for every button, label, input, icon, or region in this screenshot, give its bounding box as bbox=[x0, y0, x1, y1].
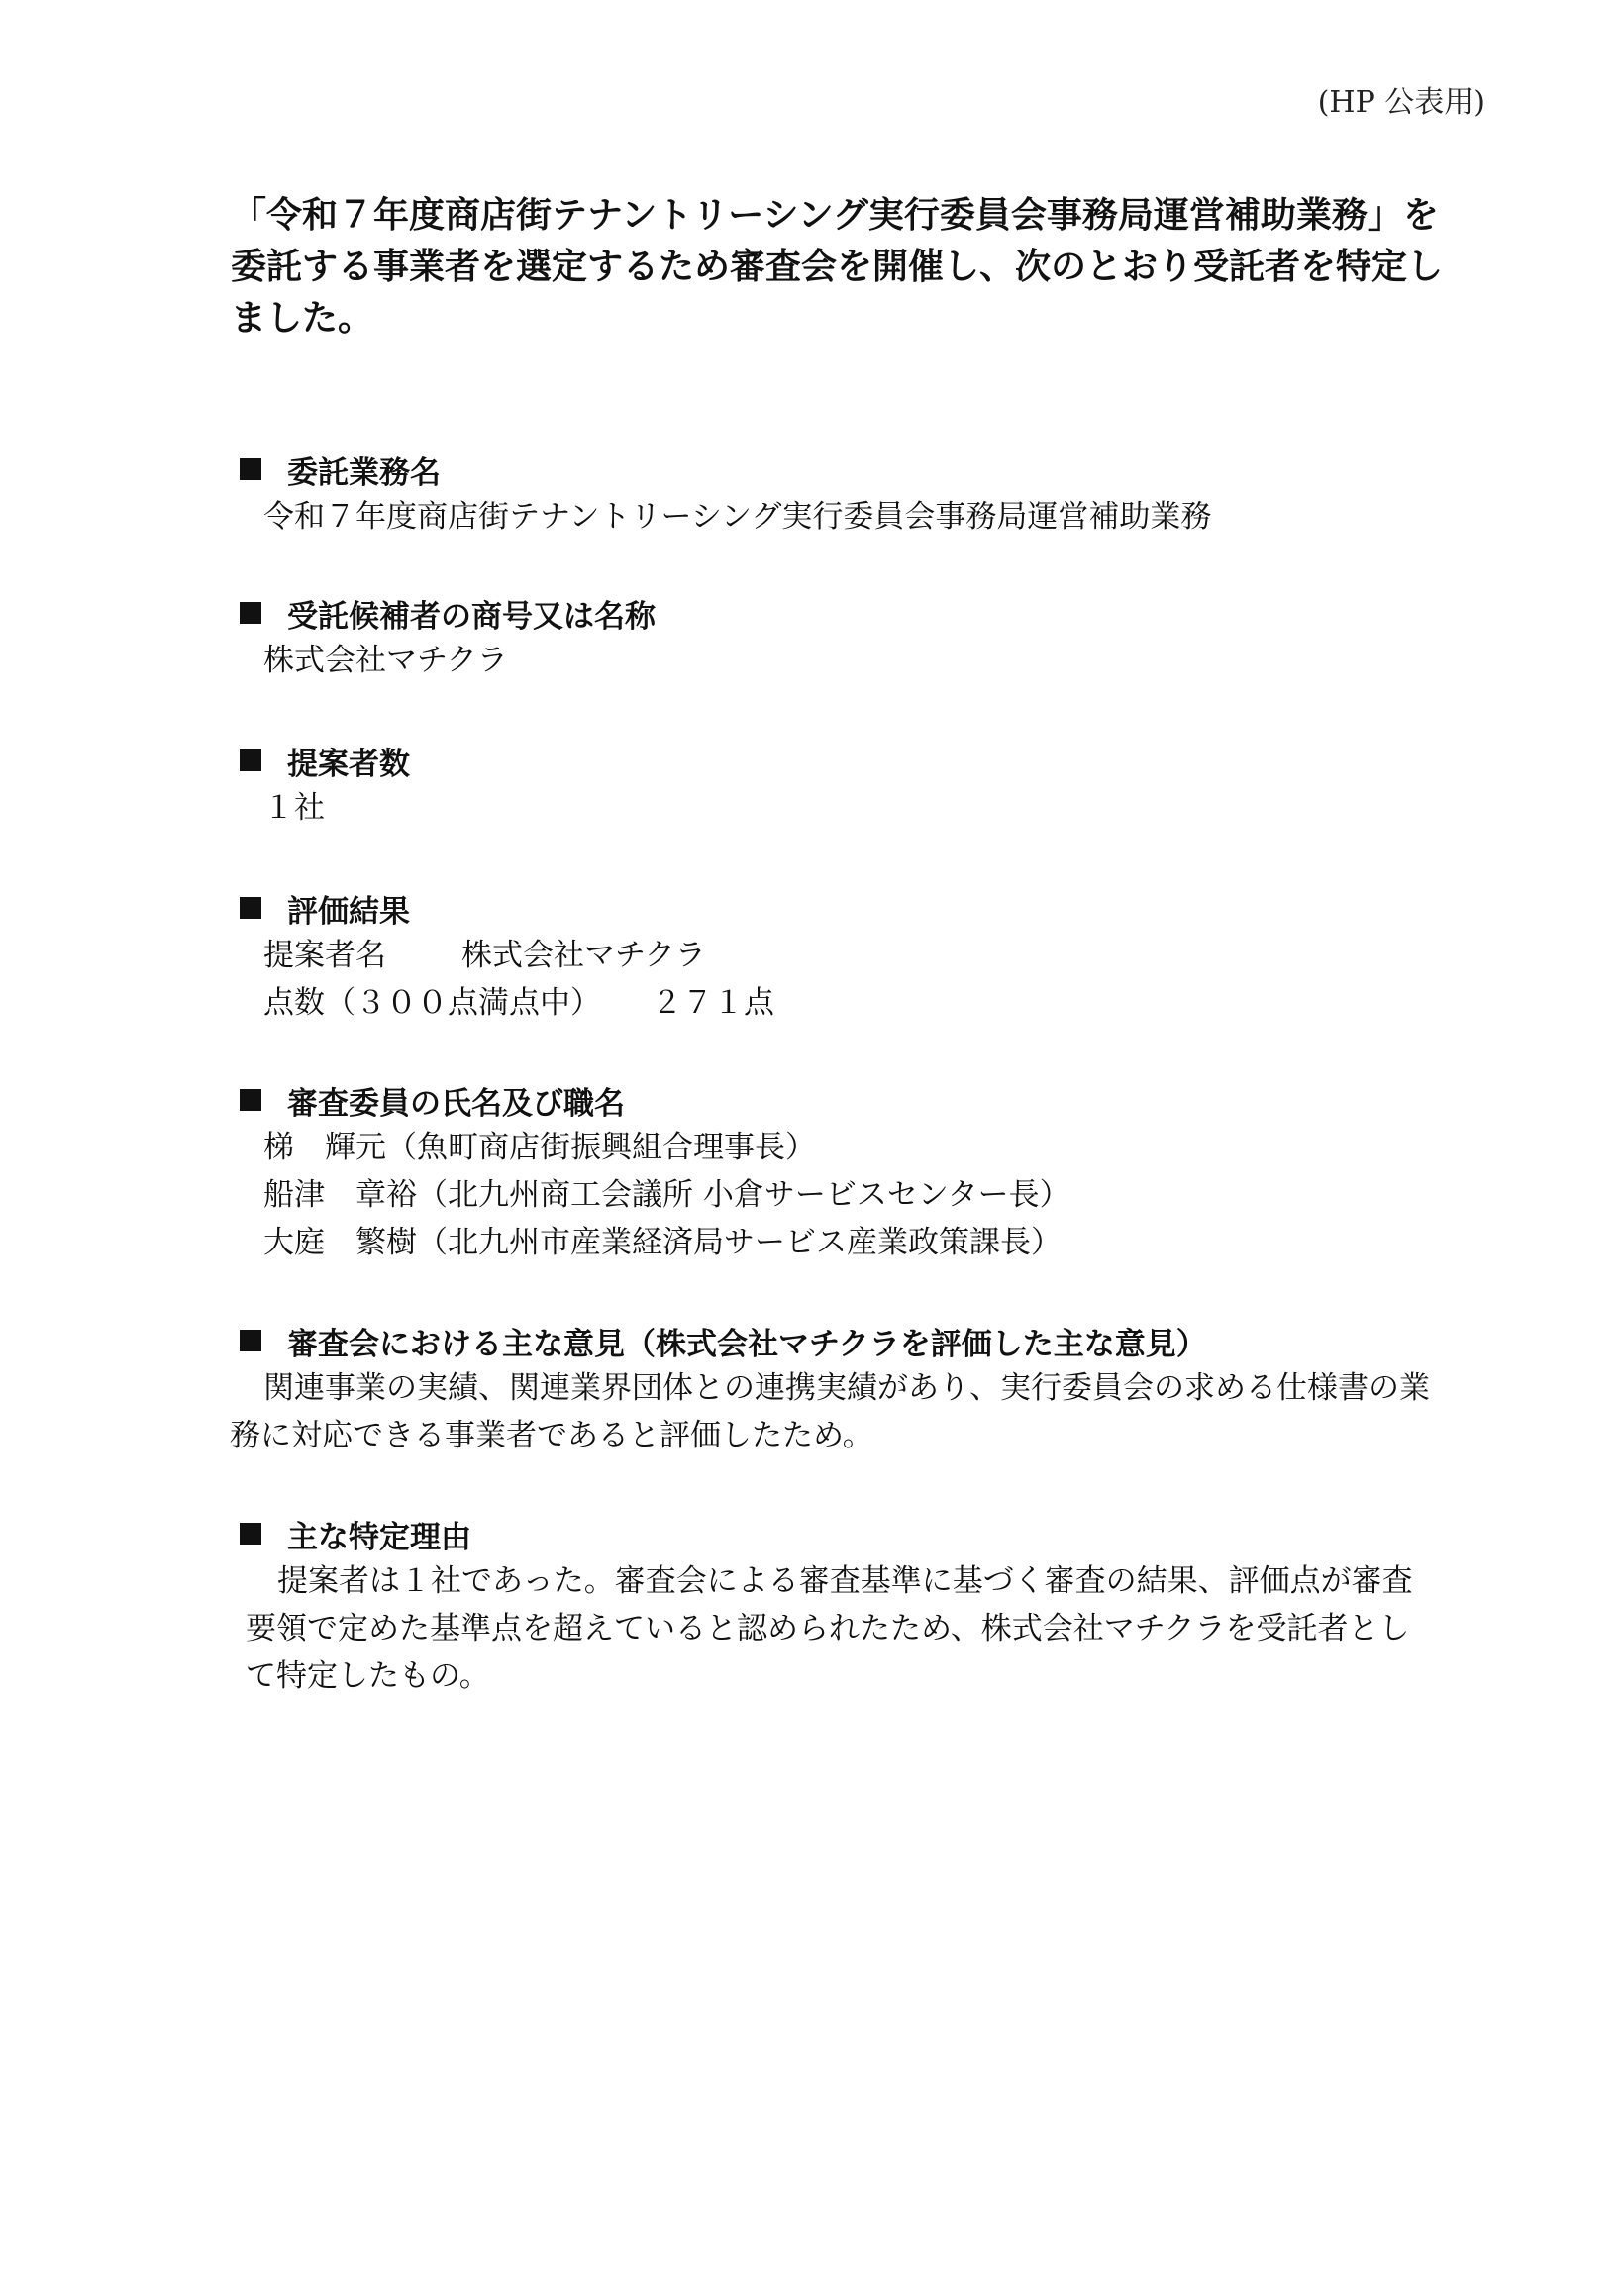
opinion-line: 関連事業の実績、関連業界団体との連携実績があり、実行委員会の求める仕様書の業 bbox=[263, 1370, 1430, 1406]
section-title: 審査委員の氏名及び職名 bbox=[287, 1085, 625, 1122]
section-reason bbox=[238, 1510, 1505, 1700]
reason-line: て特定したもの。 bbox=[246, 1658, 490, 1694]
committee-member bbox=[238, 1219, 1505, 1266]
black-square-icon bbox=[240, 1330, 261, 1351]
member-role: （北九州市産業経済局サービス産業政策課長） bbox=[417, 1225, 1062, 1260]
member-name: 大庭 繁樹 bbox=[263, 1225, 417, 1260]
lead-line: 委託する事業者を選定するため審査会を開催し、次のとおり受託者を特定し bbox=[231, 247, 1444, 287]
score-value: ２７１点 bbox=[652, 985, 774, 1021]
hp-publication-label: (HP 公表用) bbox=[1317, 85, 1485, 120]
black-square-icon bbox=[240, 1523, 261, 1545]
section-candidate bbox=[238, 589, 1505, 684]
committee-member bbox=[238, 1124, 1505, 1171]
black-square-icon bbox=[240, 1089, 261, 1111]
section-title: 主な特定理由 bbox=[287, 1519, 471, 1555]
black-square-icon bbox=[240, 897, 261, 919]
section-proposer-count bbox=[238, 737, 1505, 832]
evaluation-score-row bbox=[238, 979, 1505, 1027]
section-title: 提案者数 bbox=[287, 746, 410, 782]
reason-line: 要領で定めた基準点を超えていると認められたため、株式会社マチクラを受託者とし bbox=[246, 1611, 1410, 1647]
member-name: 梯 輝元 bbox=[263, 1130, 386, 1165]
section-committee bbox=[238, 1076, 1505, 1266]
proposer-label: 提案者名 bbox=[263, 938, 386, 973]
opinion-line: 務に対応できる事業者であると評価したため。 bbox=[230, 1418, 873, 1453]
section-title: 評価結果 bbox=[287, 893, 410, 930]
member-role: （北九州商工会議所 小倉サービスセンター長） bbox=[417, 1177, 1070, 1213]
member-role: （魚町商店街振興組合理事長） bbox=[386, 1130, 816, 1165]
reason-line: 提案者は１社であった。審査会による審査基準に基づく審査の結果、評価点が審査 bbox=[277, 1563, 1413, 1599]
section-opinion bbox=[230, 1317, 1505, 1459]
section-title: 受託候補者の商号又は名称 bbox=[287, 598, 656, 635]
black-square-icon bbox=[240, 749, 261, 771]
section-business-name bbox=[238, 446, 1505, 541]
lead-line: 「令和７年度商店街テナントリーシング実行委員会事務局運営補助業務」を bbox=[231, 195, 1439, 236]
black-square-icon bbox=[240, 602, 261, 624]
lead-line: ました。 bbox=[231, 298, 374, 339]
score-label: 点数（３００点満点中） bbox=[263, 985, 601, 1021]
member-name: 船津 章裕 bbox=[263, 1177, 417, 1213]
black-square-icon bbox=[240, 458, 261, 480]
proposer-value: 株式会社マチクラ bbox=[461, 938, 706, 973]
section-evaluation bbox=[238, 884, 1505, 1027]
evaluation-proposer-row bbox=[238, 932, 1505, 979]
business-name-value: 令和７年度商店街テナントリーシング実行委員会事務局運営補助業務 bbox=[263, 499, 1212, 535]
candidate-value: 株式会社マチクラ bbox=[263, 643, 508, 678]
lead-paragraph bbox=[231, 190, 1478, 345]
section-title: 審査会における主な意見（株式会社マチクラを評価した主な意見） bbox=[287, 1326, 1207, 1362]
section-title: 委託業務名 bbox=[287, 454, 441, 491]
proposer-count-value: １社 bbox=[263, 790, 325, 826]
committee-member bbox=[238, 1171, 1505, 1219]
